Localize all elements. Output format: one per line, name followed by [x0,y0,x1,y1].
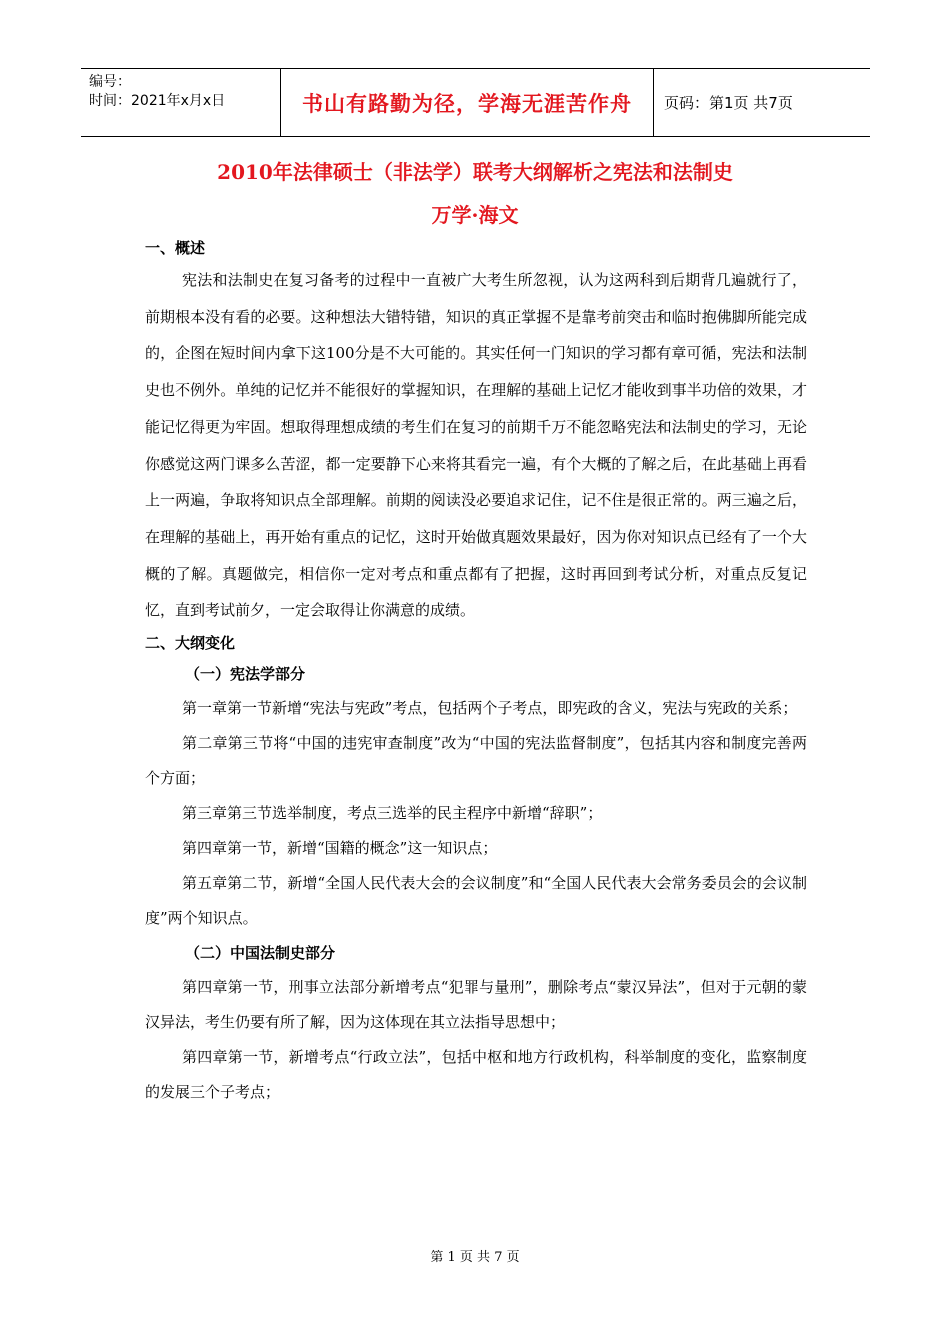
list-item: 第五章第二节，新增“全国人民代表大会的会议制度”和“全国人民代表大会常务委员会的会议制度”两个知识点。 [145,874,807,928]
overview-paragraph: 宪法和法制史在复习备考的过程中一直被广大考生所忽视，认为这两科到后期背几遍就行了，前期根本没有看的必要。这种想法大错特错，知识的真正掌握不是靠考前突击和临时抱佛脚所能完成的，企图在短时间内拿下这100分是不大可能的。其实任何一门知识的学习都有章可循，宪法和法制史也不例外。单纯的记忆并不能很好的掌握知识，在理解的基础上记忆才能收到事半功倍的效果，才能记忆得更为牢固。想取得理想成绩的考生们在复习的前期千万不能忽略宪法和法制史的学习，无论你感觉这两门课多么苦涩，都一定要静下心来将其看完一遍，有个大概的了解之后，在此基础上再看上一两遍，争取将知识点全部理解。前期的阅读没必要追求记住，记不住是很正常的。两三遍之后，在理解的基础上，再开始有重点的记忆，这时开始做真题效果最好，因为你对知识点已经有了一个大概的了解。真题做完，相信你一定对考点和重点都有了把握，这时再回到考试分析，对重点反复记忆，直到考试前夕，一定会取得让你满意的成绩。 [145,271,807,620]
document-title: 2010年法律硕士（非法学）联考大纲解析之宪法和法制史 [217,160,733,184]
list-item: 第四章第一节，新增“国籍的概念”这一知识点； [182,839,498,858]
list-item: 第二章第三节将“中国的违宪审查制度”改为“中国的宪法监督制度”，包括其内容和制度完善两个方面； [145,734,807,788]
subsection-heading-constitution: （一）宪法学部分 [185,665,306,684]
list-item: 第三章第三节选举制度，考点三选举的民主程序中新增“辞职”； [182,804,603,823]
header-table [81,68,870,137]
list-item: 第一章第一节新增“宪法与宪政”考点，包括两个子考点，即宪政的含义，宪法与宪政的关系； [182,699,798,718]
header-motto-cell [280,69,654,136]
header-page-info: 页码：第1页 共7页 [664,94,793,112]
header-meta-cell [81,69,280,136]
section-heading-overview: 一、概述 [145,239,206,257]
section-heading-outline-changes: 二、大纲变化 [145,634,236,653]
subsection-heading-legal-history: （二）中国法制史部分 [185,944,336,963]
document-body [145,234,807,1110]
page-footer: 第 1 页 共 7 页 [430,1250,520,1265]
document-time-label: 时间：2021年x月x日 [89,93,226,109]
header-page-cell [654,69,870,136]
list-item: 第四章第一节，新增考点“行政立法”，包括中枢和地方行政机构，科举制度的变化，监察制度的发展三个子考点； [145,1048,807,1102]
document-subtitle: 万学·海文 [431,203,519,227]
document-number-label: 编号： [89,74,131,90]
list-item: 第四章第一节，刑事立法部分新增考点“犯罪与量刑”，删除考点“蒙汉异法”，但对于元朝的蒙汉异法，考生仍要有所了解，因为这体现在其立法指导思想中； [145,978,807,1032]
header-motto: 书山有路勤为径，学海无涯苦作舟 [302,91,632,116]
